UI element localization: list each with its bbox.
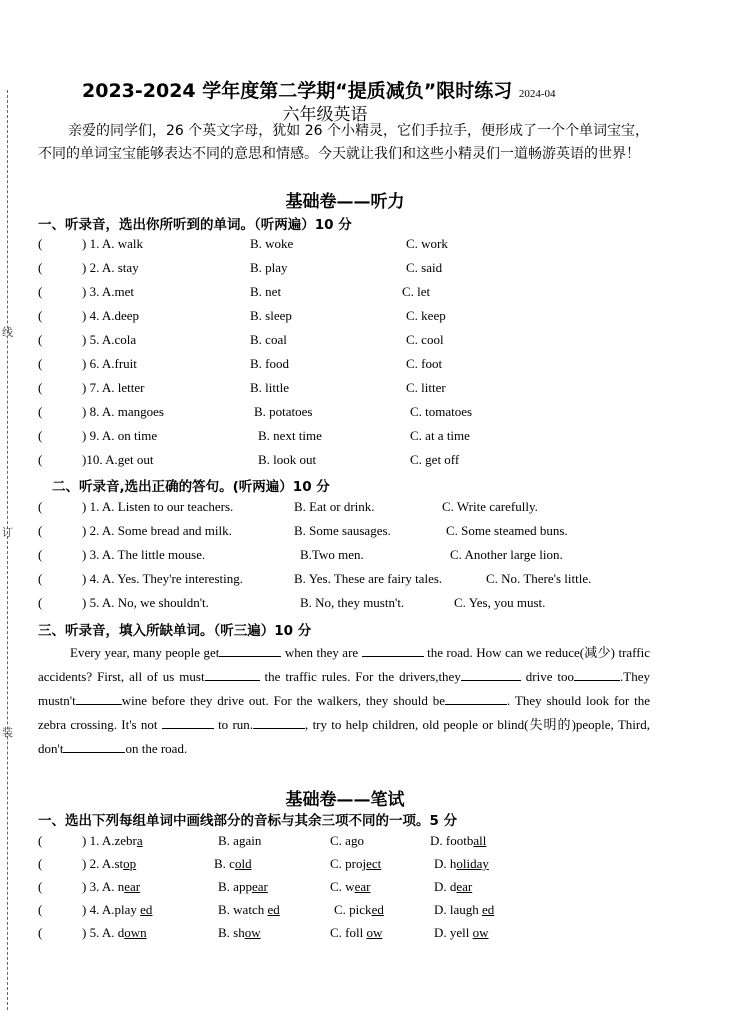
option-a: ) 7. A. letter <box>82 380 145 395</box>
option-b: B. potatoes <box>254 404 313 419</box>
underlined-part: ear <box>456 879 473 894</box>
option-b: B. sleep <box>250 308 292 323</box>
underlined-part: ear <box>124 879 141 894</box>
question-row <box>38 925 658 945</box>
answer-blank[interactable]: ( <box>38 404 43 419</box>
option-b <box>218 925 261 941</box>
option-text: D. d <box>434 879 457 894</box>
option-text: C. pick <box>334 902 372 917</box>
option-text: ) 4. A.play <box>82 902 141 917</box>
answer-blank[interactable]: ( <box>38 571 43 586</box>
exam-subtitle: 六年级英语 <box>282 105 368 125</box>
intro-paragraph: 亲爱的同学们，26 个英文字母，犹如 26 个小精灵，它们手拉手，便形成了一个个单词宝宝，不同的单词宝宝能够表达不同的意思和情感。今天就让我们和这些小精灵们一道畅游英语的世界！ <box>38 123 649 162</box>
passage-text: when they are <box>281 645 362 660</box>
option-b: B. Yes. These are fairy tales. <box>294 571 443 586</box>
underlined-part: ect <box>366 856 382 871</box>
option-text: D. laugh <box>434 902 483 917</box>
option-c: C. tomatoes <box>410 404 473 419</box>
answer-blank[interactable]: ( <box>38 925 43 940</box>
question-row <box>38 856 658 876</box>
option-c <box>330 879 370 895</box>
question-row <box>38 499 658 519</box>
option-a: ) 5. A.cola <box>82 332 137 347</box>
answer-blank[interactable]: ( <box>38 284 43 299</box>
fill-blank[interactable] <box>445 692 507 705</box>
answer-blank[interactable]: ( <box>38 902 43 917</box>
option-b <box>214 856 252 872</box>
answer-blank[interactable]: ( <box>38 428 43 443</box>
option-a <box>82 879 140 895</box>
option-a <box>82 925 147 941</box>
answer-blank[interactable]: ( <box>38 356 43 371</box>
listening-part2-heading: 二、听录音,选出正确的答句。(听两遍）10 分 <box>52 479 330 495</box>
answer-blank[interactable]: ( <box>38 380 43 395</box>
option-c: C. Write carefully. <box>442 499 538 514</box>
option-b: B. little <box>250 380 289 395</box>
margin-char-xian: 线 <box>2 326 13 339</box>
option-c <box>330 856 381 872</box>
option-text: B. watch <box>218 902 268 917</box>
option-c: C. Another large lion. <box>450 547 563 562</box>
option-text: B. sh <box>218 925 245 940</box>
question-row <box>38 284 658 304</box>
question-row <box>38 260 658 280</box>
option-b: B. play <box>250 260 288 275</box>
question-row <box>38 332 658 352</box>
margin-char-ding: 订 <box>2 526 13 539</box>
passage-text: the road. How can we reduce(减少) traffic accidents? First, all of us must <box>38 645 650 684</box>
option-b: B. No, they mustn't. <box>300 595 405 610</box>
underlined-part: own <box>124 925 147 940</box>
option-text: ) 2. A.st <box>82 856 124 871</box>
option-text: C. w <box>330 879 355 894</box>
fill-blank[interactable] <box>461 668 521 681</box>
option-text: C. foll <box>330 925 367 940</box>
underlined-part: ed <box>371 902 384 917</box>
question-row <box>38 547 658 567</box>
answer-blank[interactable]: ( <box>38 879 43 894</box>
fill-blank[interactable] <box>362 644 424 657</box>
underlined-part: a <box>136 833 143 848</box>
option-a: ) 1. A. walk <box>82 236 144 251</box>
option-a <box>82 833 143 849</box>
listening-section-title: 基础卷——听力 <box>285 192 405 212</box>
option-b: B. Eat or drink. <box>294 499 375 514</box>
passage-text: , try to help children, old people or blind(失明的)people, Third, don't <box>38 717 650 756</box>
answer-blank[interactable]: ( <box>38 523 43 538</box>
option-c: C. Yes, you must. <box>454 595 546 610</box>
answer-blank[interactable]: ( <box>38 833 43 848</box>
option-a: )10. A.get out <box>82 452 154 467</box>
passage-text: drive too <box>520 669 575 684</box>
question-row <box>38 428 658 448</box>
question-row <box>38 356 658 376</box>
exam-title <box>82 76 642 103</box>
question-row <box>38 523 658 543</box>
option-text: C. ago <box>330 833 364 848</box>
fill-blank[interactable] <box>219 644 281 657</box>
answer-blank[interactable]: ( <box>38 332 43 347</box>
option-text: D. yell <box>434 925 473 940</box>
option-c <box>330 925 382 941</box>
fill-blank[interactable] <box>253 716 305 729</box>
question-row <box>38 308 658 328</box>
option-text: ) 1. A.zebr <box>82 833 137 848</box>
answer-blank[interactable]: ( <box>38 452 43 467</box>
option-c: C. No. There's little. <box>486 571 592 586</box>
question-row <box>38 833 658 853</box>
answer-blank[interactable]: ( <box>38 260 43 275</box>
underlined-part: ed <box>267 902 280 917</box>
underlined-part: ear <box>251 879 268 894</box>
question-row <box>38 902 658 922</box>
option-b <box>218 833 261 849</box>
passage-text: Every year, many people get <box>70 645 220 660</box>
underlined-part: ear <box>354 879 371 894</box>
option-b: B. food <box>250 356 289 371</box>
option-c <box>334 902 384 918</box>
option-text: ) 3. A. n <box>82 879 125 894</box>
question-row <box>38 571 658 591</box>
passage-text: to run. <box>213 717 254 732</box>
underlined-part: op <box>123 856 137 871</box>
option-b: B. next time <box>258 428 322 443</box>
answer-blank[interactable]: ( <box>38 308 43 323</box>
option-text: B. c <box>214 856 235 871</box>
fill-blank[interactable] <box>63 740 125 753</box>
underlined-part: ed <box>482 902 495 917</box>
option-a: ) 4. A. Yes. They're interesting. <box>82 571 243 586</box>
option-d <box>434 902 494 918</box>
exam-date: 2024-04 <box>518 88 556 100</box>
question-row <box>38 404 658 424</box>
option-text: B. app <box>218 879 252 894</box>
answer-blank[interactable]: ( <box>38 856 43 871</box>
option-b: B. look out <box>258 452 317 467</box>
passage-text: .They mustn't <box>38 669 650 708</box>
underlined-part: ow <box>472 925 489 940</box>
question-row <box>38 595 658 615</box>
option-a: ) 2. A. stay <box>82 260 139 275</box>
option-a: ) 9. A. on time <box>82 428 158 443</box>
answer-blank[interactable]: ( <box>38 595 43 610</box>
underlined-part: all <box>473 833 487 848</box>
title-text: 2023-2024 学年度第二学期“提质减负”限时练习 <box>82 80 513 102</box>
answer-blank[interactable]: ( <box>38 499 43 514</box>
answer-blank[interactable]: ( <box>38 236 43 251</box>
passage-text: . They should look for the zebra crossing. It's not <box>38 693 650 732</box>
option-a: ) 4. A.deep <box>82 308 140 323</box>
option-c: C. foot <box>406 356 443 371</box>
option-c: C. at a time <box>410 428 470 443</box>
option-a <box>82 856 136 872</box>
option-c: C. keep <box>406 308 446 323</box>
option-b <box>218 879 268 895</box>
option-d <box>430 833 486 849</box>
option-b <box>218 902 280 918</box>
option-b: B.Two men. <box>300 547 364 562</box>
underlined-part: ow <box>244 925 261 940</box>
option-b: B. coal <box>250 332 287 347</box>
option-c: C. let <box>402 284 431 299</box>
option-text: D. footb <box>430 833 474 848</box>
margin-char-zhuang: 装 <box>2 726 13 739</box>
passage-text: the traffic rules. For the drivers,they <box>259 669 461 684</box>
underlined-part: ow <box>366 925 383 940</box>
option-a: ) 5. A. No, we shouldn't. <box>82 595 209 610</box>
option-c: C. get off <box>410 452 460 467</box>
option-d <box>434 925 489 941</box>
option-a: ) 3. A.met <box>82 284 134 299</box>
option-text: B. again <box>218 833 262 848</box>
question-row <box>38 879 658 899</box>
option-c: C. work <box>406 236 448 251</box>
fill-in-passage <box>38 641 650 761</box>
option-c: C. Some steamed buns. <box>446 523 568 538</box>
passage-text: on the road. <box>125 741 188 756</box>
question-row <box>38 236 658 256</box>
option-b: B. Some sausages. <box>294 523 391 538</box>
written-part1-heading: 一、选出下列每组单词中画线部分的音标与其余三项不同的一项。5 分 <box>38 813 458 829</box>
question-row <box>38 380 658 400</box>
answer-blank[interactable]: ( <box>38 547 43 562</box>
option-a: ) 3. A. The little mouse. <box>82 547 206 562</box>
option-d <box>434 856 489 872</box>
option-c: C. said <box>406 260 443 275</box>
fill-blank[interactable] <box>574 668 620 681</box>
option-b: B. net <box>250 284 282 299</box>
passage-text: wine before they drive out. For the walkers, they should be <box>121 693 445 708</box>
option-a: ) 2. A. Some bread and milk. <box>82 523 232 538</box>
option-b: B. woke <box>250 236 294 251</box>
fill-blank[interactable] <box>76 692 122 705</box>
listening-part3-heading: 三、听录音，填入所缺单词。（听三遍）10 分 <box>38 623 312 639</box>
fill-blank[interactable] <box>205 668 260 681</box>
option-c: C. cool <box>406 332 444 347</box>
underlined-part: oliday <box>456 856 489 871</box>
option-text: C. proj <box>330 856 367 871</box>
option-a: ) 1. A. Listen to our teachers. <box>82 499 234 514</box>
question-row <box>38 452 658 472</box>
underlined-part: ed <box>140 902 153 917</box>
written-section-title: 基础卷——笔试 <box>285 790 405 810</box>
option-a: ) 8. A. mangoes <box>82 404 164 419</box>
fill-blank[interactable] <box>162 716 214 729</box>
binding-margin-line <box>7 90 8 1010</box>
underlined-part: old <box>234 856 252 871</box>
option-a: ) 6. A.fruit <box>82 356 137 371</box>
option-a <box>82 902 152 918</box>
option-d <box>434 879 472 895</box>
option-text: ) 5. A. d <box>82 925 125 940</box>
option-c <box>330 833 364 849</box>
option-c: C. litter <box>406 380 446 395</box>
listening-part1-heading: 一、听录音，选出你所听到的单词。（听两遍）10 分 <box>38 217 352 233</box>
option-text: D. h <box>434 856 457 871</box>
